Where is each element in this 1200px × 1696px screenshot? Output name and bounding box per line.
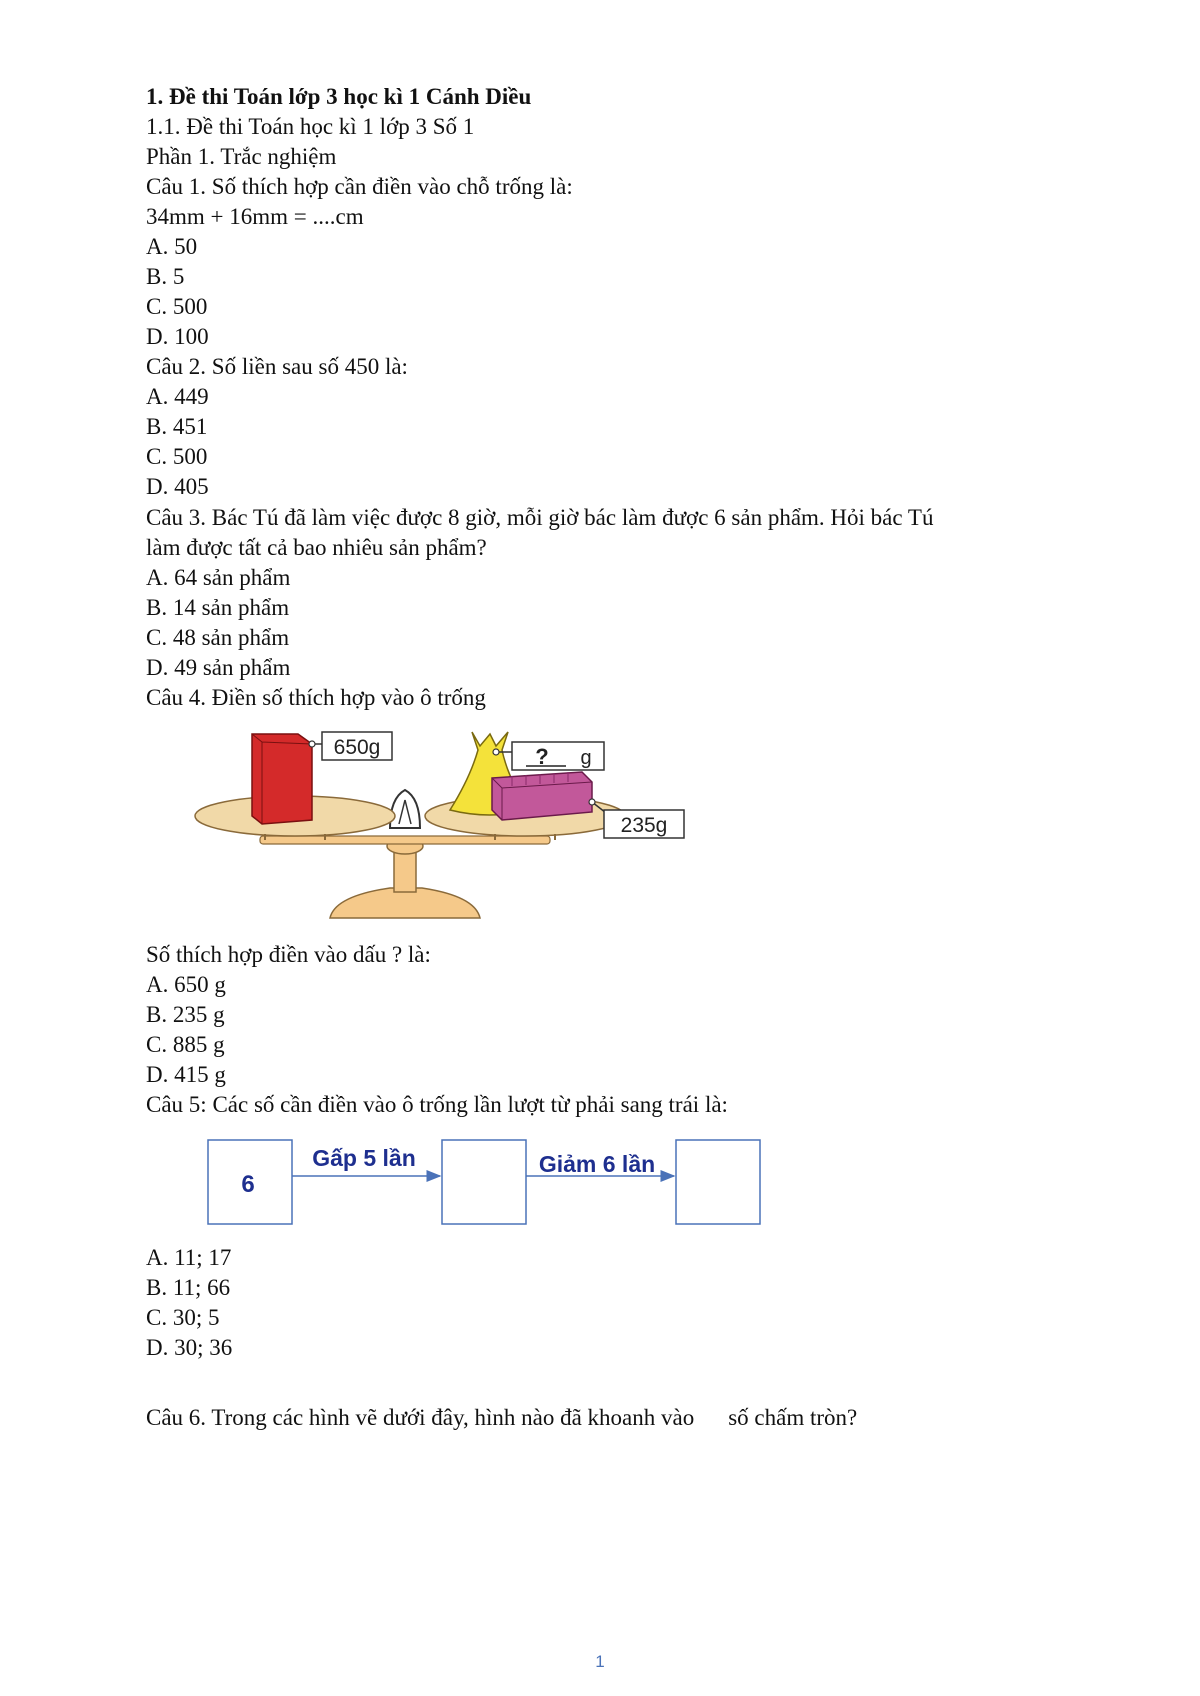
q4-question: Câu 4. Điền số thích hợp vào ô trống [146, 685, 486, 710]
q4-prompt: Số thích hợp điền vào dấu ? là: [146, 942, 431, 967]
step1-label: Gấp 5 lần [312, 1145, 416, 1171]
operation-chain-diagram [200, 1136, 780, 1232]
q5-option-d: D. 30; 36 [146, 1335, 233, 1360]
q4-option-a: A. 650 g [146, 972, 226, 997]
scale-beam [260, 836, 550, 844]
q2-option-a: A. 449 [146, 384, 209, 409]
q3-option-d: D. 49 sản phẩm [146, 655, 291, 680]
q4-option-b: B. 235 g [146, 1002, 225, 1027]
document-heading: 1. Đề thi Toán lớp 3 học kì 1 Cánh Diều [146, 84, 532, 109]
q3-question-line2: làm được tất cả bao nhiêu sản phẩm? [146, 535, 487, 560]
exam-subheading: 1.1. Đề thi Toán học kì 1 lớp 3 Số 1 [146, 114, 475, 139]
balance-scale-illustration [190, 728, 690, 928]
q2-option-c: C. 500 [146, 444, 208, 469]
final-blank-box [676, 1140, 760, 1224]
left-weight-label: 650g [333, 736, 381, 759]
q3-option-b: B. 14 sản phẩm [146, 595, 290, 620]
q1-option-a: A. 50 [146, 234, 198, 259]
box-weight-label: 235g [620, 814, 668, 837]
q2-option-b: B. 451 [146, 414, 208, 439]
q1-question: Câu 1. Số thích hợp cần điền vào chỗ trống là: [146, 174, 573, 199]
q6-question-part2: số chấm tròn? [728, 1405, 858, 1430]
q5-question: Câu 5: Các số cần điền vào ô trống lần lượt từ phải sang trái là: [146, 1092, 728, 1117]
q5-option-a: A. 11; 17 [146, 1245, 232, 1270]
q3-option-a: A. 64 sản phẩm [146, 565, 291, 590]
middle-blank-box [442, 1140, 526, 1224]
q2-question: Câu 2. Số liền sau số 450 là: [146, 354, 408, 379]
page-number: 1 [595, 1652, 605, 1671]
q2-option-d: D. 405 [146, 474, 209, 499]
scale-pointer [390, 790, 420, 828]
red-weight-block [252, 734, 312, 824]
q1-option-c: C. 500 [146, 294, 208, 319]
q1-option-d: D. 100 [146, 324, 209, 349]
q6-question [146, 1403, 857, 1433]
q4-option-c: C. 885 g [146, 1032, 225, 1057]
start-value: 6 [241, 1171, 255, 1198]
pink-weight-box [492, 772, 592, 820]
q5-option-c: C. 30; 5 [146, 1305, 220, 1330]
step2-label: Giảm 6 lần [538, 1151, 656, 1177]
q4-option-d: D. 415 g [146, 1062, 226, 1087]
q6-question-part1: Câu 6. Trong các hình vẽ dưới đây, hình nào đã khoanh vào [146, 1405, 695, 1430]
section-title: Phần 1. Trắc nghiệm [146, 144, 337, 169]
q3-question-line1: Câu 3. Bác Tú đã làm việc được 8 giờ, mỗi giờ bác làm được 6 sản phẩm. Hỏi bác Tú [146, 505, 934, 530]
q1-expression: 34mm + 16mm = ....cm [146, 204, 364, 229]
q3-option-c: C. 48 sản phẩm [146, 625, 290, 650]
bag-weight-unknown: ? [535, 744, 549, 769]
q1-option-b: B. 5 [146, 264, 185, 289]
q5-option-b: B. 11; 66 [146, 1275, 231, 1300]
bag-weight-unit: g [580, 747, 592, 769]
